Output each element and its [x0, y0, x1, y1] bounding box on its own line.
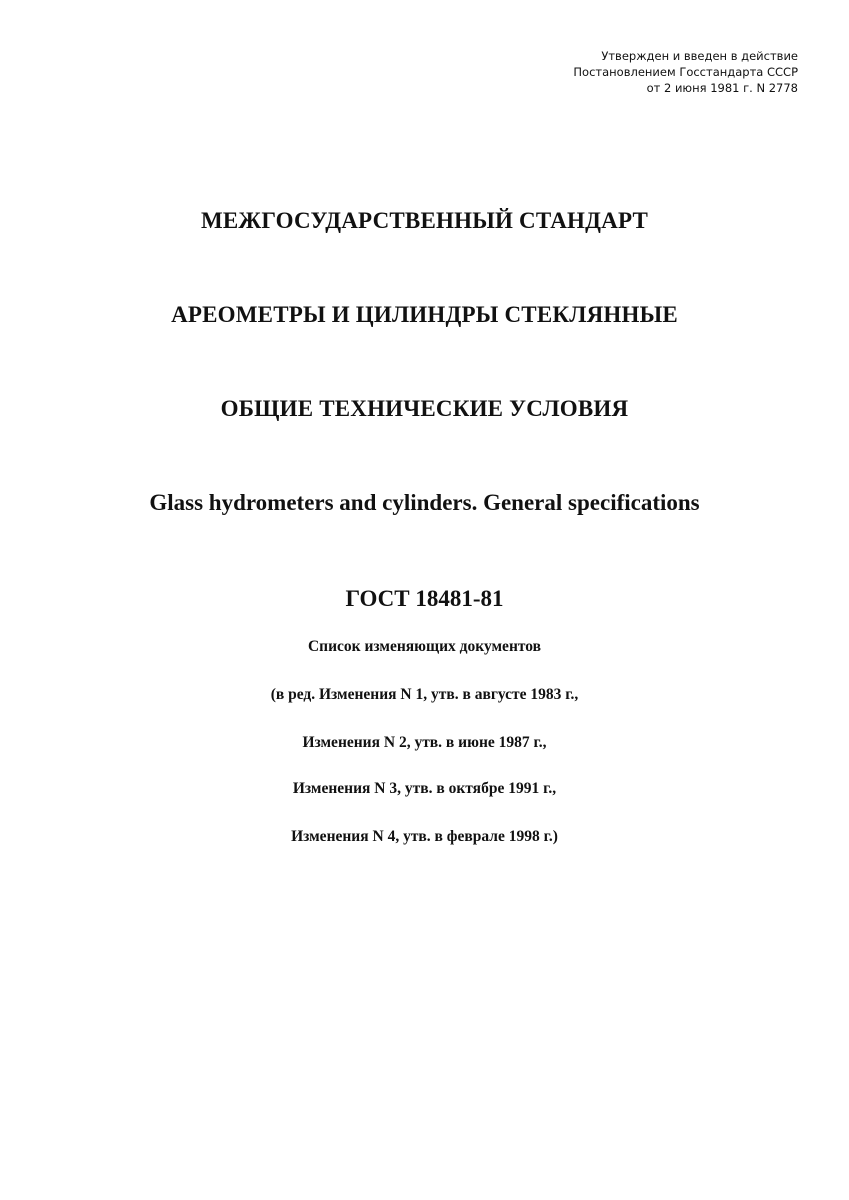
approval-line-1: Утвержден и введен в действие: [601, 49, 798, 63]
standard-type-heading: МЕЖГОСУДАРСТВЕННЫЙ СТАНДАРТ: [200, 208, 649, 233]
approval-line-2: Постановлением Госстандарта СССР: [573, 65, 798, 79]
amendment-item: Изменения N 2, утв. в июне 1987 г.,: [302, 734, 547, 751]
amendment-item: (в ред. Изменения N 1, утв. в августе 1983 г.,: [270, 686, 579, 703]
english-title: Glass hydrometers and cylinders. General specifications: [149, 490, 700, 515]
approval-note: [573, 48, 798, 96]
approval-line-3: от 2 июня 1981 г. N 2778: [646, 81, 798, 95]
standard-subtitle-heading: ОБЩИЕ ТЕХНИЧЕСКИЕ УСЛОВИЯ: [220, 396, 629, 421]
standard-name-heading: АРЕОМЕТРЫ И ЦИЛИНДРЫ СТЕКЛЯННЫЕ: [171, 302, 678, 327]
amendments-heading: Список изменяющих документов: [307, 638, 542, 655]
amendment-item: Изменения N 4, утв. в феврале 1998 г.): [291, 828, 558, 845]
amendment-item: Изменения N 3, утв. в октябре 1991 г.,: [292, 780, 557, 797]
gost-number: ГОСТ 18481-81: [345, 586, 504, 611]
